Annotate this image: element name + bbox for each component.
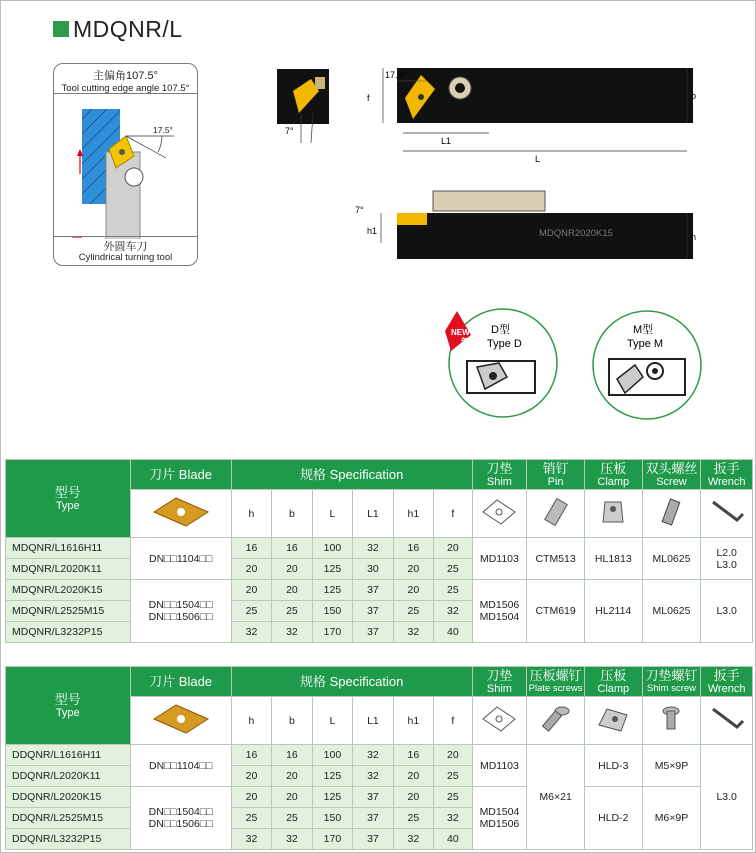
blade-code: DN□□1104□□ [130, 538, 231, 580]
blade-image [130, 697, 231, 745]
dim-l1-label: L1 [441, 136, 452, 146]
turning-en-label: Cylindrical turning tool [78, 252, 173, 263]
dim-h1-label: h1 [367, 226, 378, 236]
plate-screw-image [527, 697, 585, 745]
turning-cn-label: 外圆车刀 [103, 241, 148, 253]
pin-code: CTM619 [527, 580, 585, 643]
clamp-image [584, 490, 642, 538]
type-m-cn: M型 [633, 324, 654, 336]
shim-header: 刀垫 Shim [472, 460, 527, 490]
screw-image [642, 490, 701, 538]
screw-code: ML0625 [642, 580, 701, 643]
col-h-header: h [231, 697, 271, 745]
col-h1-header: h1 [393, 697, 433, 745]
new-cn-badge: 新 [461, 337, 471, 347]
wrench-header: 扳手 Wrench [701, 460, 753, 490]
wrench-code: L3.0 [701, 580, 753, 643]
dim-b-label: b [691, 91, 697, 101]
shim-code: MD1103 [472, 745, 527, 787]
shim-code: MD1103 [472, 538, 527, 580]
clamp-icon [593, 494, 633, 530]
type-m-diagram [591, 307, 711, 427]
clamp-code: HLD-3 [584, 745, 642, 787]
table-row: MDQNR/L2020K11 20 20 125 30 20 25 [6, 559, 753, 580]
clamp-code: HL1813 [584, 538, 642, 580]
pin-header: 销钉 Pin [527, 460, 585, 490]
type-header: 型号 Type [6, 667, 131, 745]
dim-h-label: h [691, 232, 697, 242]
col-b-header: b [272, 697, 312, 745]
tool-holder-drawing [263, 51, 743, 331]
blade-code: DN□□1504□□ DN□□1506□□ [130, 787, 231, 850]
shim-code: MD1506 MD1504 [472, 580, 527, 643]
wrench-icon [707, 494, 747, 530]
blade-code: DN□□1104□□ [130, 745, 231, 787]
clamp-icon [593, 701, 633, 737]
col-l-header: L [312, 697, 352, 745]
spec-header: 规格 Specification [231, 460, 472, 490]
side-angle-label: 17.5° [491, 107, 513, 117]
page-title: MDQNR/L [73, 16, 183, 42]
col-l1-header: L1 [353, 697, 393, 745]
blade-image [130, 490, 231, 538]
col-b-header: b [272, 490, 312, 538]
wrench-image [701, 697, 753, 745]
table-row: MDQNR/L3232P15 32 32 170 37 32 40 [6, 622, 753, 643]
shim-image [472, 490, 527, 538]
top-angle-label: 17.5° [385, 70, 407, 80]
table-row: DDQNR/L1616H11 DN□□1104□□ 16 16 100 32 16 20 MD1103 M6×21 HLD-3 M5×9P L3.0 [6, 745, 753, 766]
table-row: MDQNR/L2525M15 25 25 150 37 25 32 [6, 601, 753, 622]
type-d-diagram [441, 303, 561, 423]
blade-icon [146, 492, 216, 532]
col-h1-header: h1 [393, 490, 433, 538]
screw-icon [651, 701, 691, 737]
wrench-image [701, 490, 753, 538]
shim-icon [479, 701, 519, 737]
spec-header: 规格 Specification [231, 667, 472, 697]
shim-screw-header: 刀垫螺钉 Shim screw [642, 667, 701, 697]
side-view-angle-label: 7° [355, 205, 364, 215]
blade-header: 刀片 Blade [130, 667, 231, 697]
table-row: DDQNR/L2525M15 25 25 150 37 25 32 [6, 808, 753, 829]
table-row: DDQNR/L2020K15 DN□□1504□□ DN□□1506□□ 20 20 125 37 20 25 MD1504 MD1506 HLD-2 M6×9P [6, 787, 753, 808]
plate-screw-header: 压板螺钉 Plate screws [527, 667, 585, 697]
table-row: MDQNR/L1616H11 DN□□1104□□ 16 16 100 32 16 20 MD1103 CTM513 HL1813 ML0625 L2.0 L3.0 [6, 538, 753, 559]
col-h-header: h [231, 490, 271, 538]
title-marker [53, 21, 69, 37]
shim-header: 刀垫 Shim [472, 667, 527, 697]
wrench-code: L2.0 L3.0 [701, 538, 753, 580]
pin-image [527, 490, 585, 538]
wrench-code: L3.0 [701, 745, 753, 850]
pin-icon [536, 494, 576, 530]
shim-screw-image [642, 697, 701, 745]
wrench-header: 扳手 Wrench [701, 667, 753, 697]
dim-f-label: f [367, 93, 370, 103]
col-f-header: f [434, 490, 472, 538]
table-row: MDQNR/L2020K15 DN□□1504□□ DN□□1506□□ 20 20 125 37 20 25 MD1506 MD1504 CTM619 HL2114 ML0625 L3.0 [6, 580, 753, 601]
shim-code: MD1504 MD1506 [472, 787, 527, 850]
blade-icon [146, 699, 216, 739]
clamp-code: HLD-2 [584, 787, 642, 850]
clamp-image [584, 697, 642, 745]
mdqnr-spec-table [5, 459, 753, 643]
turning-sketch [54, 94, 198, 239]
type-m-en: Type M [627, 338, 664, 350]
angle-cn-label: 主偏角107.5° [93, 70, 158, 82]
col-l-header: L [312, 490, 352, 538]
plate-screw-code: M6×21 [527, 745, 585, 850]
clamp-header: 压板 Clamp [584, 667, 642, 697]
ddqnr-spec-table [5, 666, 753, 850]
type-header: 型号 Type [6, 460, 131, 538]
cutting-angle-box [53, 63, 198, 266]
table-row: DDQNR/L3232P15 32 32 170 37 32 40 [6, 829, 753, 850]
new-badge: NEW [451, 328, 470, 337]
pin-code: CTM513 [527, 538, 585, 580]
table-row: DDQNR/L2020K11 20 20 125 32 20 25 [6, 766, 753, 787]
sketch-angle-label: 17.5° [153, 125, 173, 135]
shim-icon [479, 494, 519, 530]
angle-en-label: Tool cutting edge angle 107.5° [61, 83, 190, 94]
blade-header: 刀片 Blade [130, 460, 231, 490]
blade-code: DN□□1504□□ DN□□1506□□ [130, 580, 231, 643]
screw-icon [651, 494, 691, 530]
clamp-code: HL2114 [584, 580, 642, 643]
end-view-angle-label: 7° [285, 126, 294, 136]
shim-image [472, 697, 527, 745]
shim-screw-code: M6×9P [642, 787, 701, 850]
col-f-header: f [434, 697, 472, 745]
dim-l-label: L [535, 154, 541, 164]
screw-header: 双头螺丝 Screw [642, 460, 701, 490]
type-d-cn: D型 [491, 324, 510, 336]
screw-code: ML0625 [642, 538, 701, 580]
shim-screw-code: M5×9P [642, 745, 701, 787]
engraving-text: MDQNR2020K15 [539, 228, 613, 239]
box-divider-bottom [54, 236, 197, 237]
clamp-header: 压板 Clamp [584, 460, 642, 490]
col-l1-header: L1 [353, 490, 393, 538]
type-d-en: Type D [487, 338, 522, 350]
screw-icon [536, 701, 576, 737]
wrench-icon [707, 701, 747, 737]
